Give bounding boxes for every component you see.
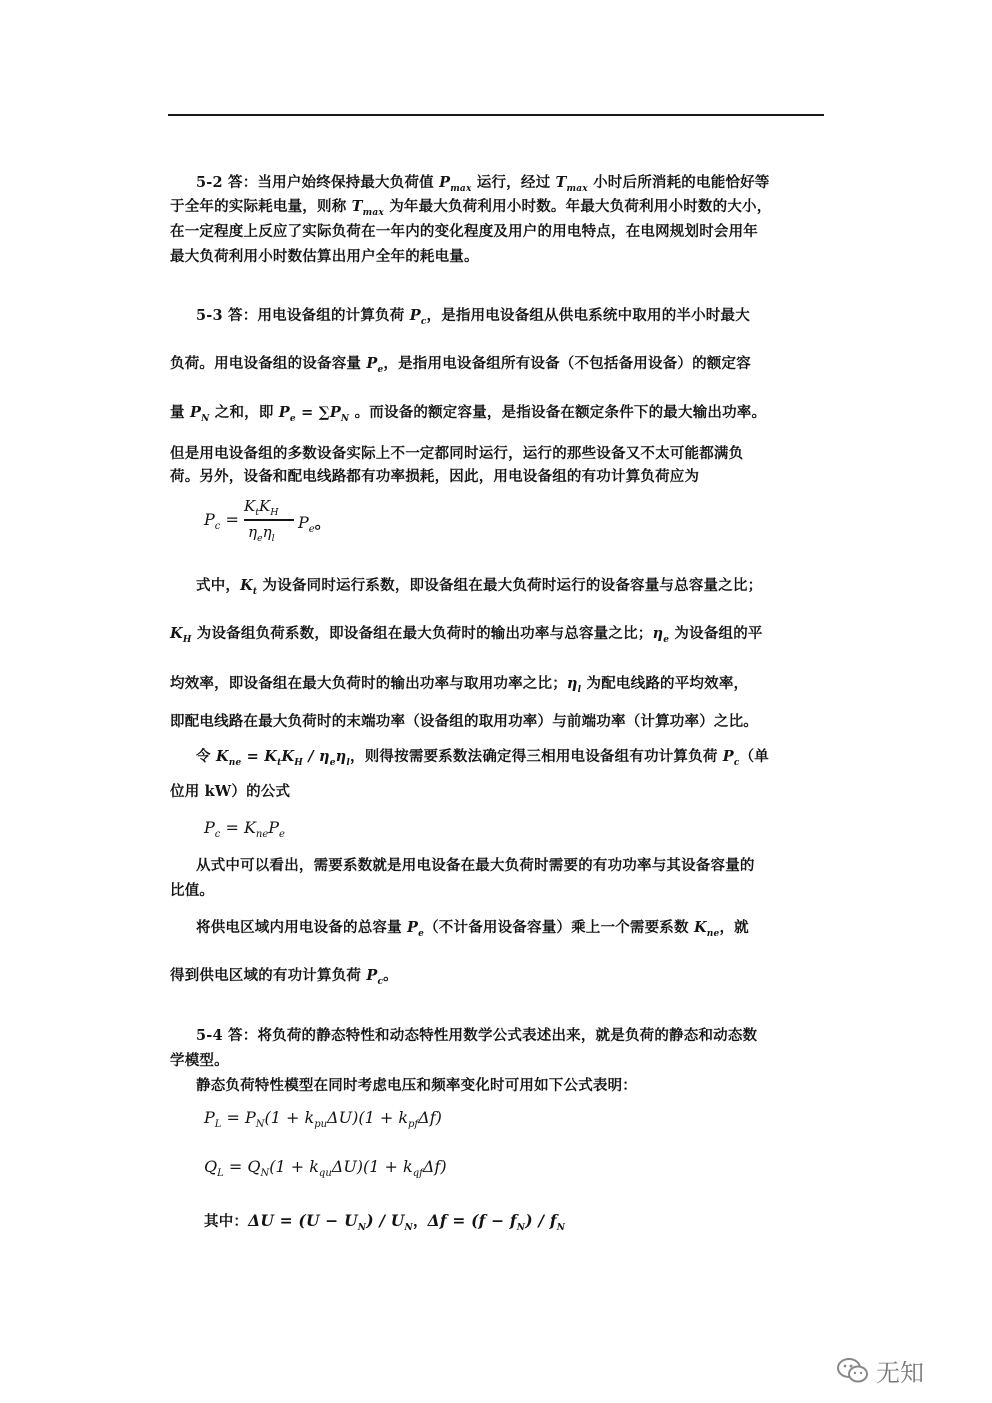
formula-pc-kne: $P_c = K_{ne}P_e$	[204, 818, 285, 841]
p53-desc10: 得到供电区域的有功计算负荷 $P_c$。	[170, 967, 398, 987]
p53-line2: 负荷。用电设备组的设备容量 $P_e$，是指用电设备组所有设备（不包括备用设备）的额定容	[170, 355, 751, 375]
p52-line1: 5-2 答：当用户始终保持最大负荷值 $P_{max}$ 运行，经过 $T_{max}$ 小时后所消耗的电能恰好等	[196, 174, 770, 194]
p54-line2: 学模型。	[170, 1052, 229, 1069]
p52-line2: 于全年的实际耗电量，则称 $T_{max}$ 为年最大负荷利用小时数。年最大负荷利用小时数的大小，	[170, 198, 772, 218]
watermark-text: 无知	[876, 1359, 924, 1387]
p53-desc6: 位用 kW）的公式	[170, 783, 291, 800]
wechat-icon	[836, 1357, 870, 1385]
p53-desc8: 比值。	[170, 882, 215, 899]
p53-desc3: 均效率，即设备组在最大负荷时的输出功率与取用功率之比；$\eta_l$ 为配电线路的平均效率，	[170, 675, 749, 695]
header-rule	[168, 114, 824, 116]
p54-line4: 其中：$\Delta U = (U - U_N) / U_N$，$\Delta f = (f - f_N) / f_N$	[204, 1211, 566, 1234]
formula-pc-lhs: $P_c$ =	[204, 510, 239, 533]
p54-line1: 5-4 答：将负荷的静态特性和动态特性用数学公式表述出来，就是负荷的静态和动态数	[196, 1027, 758, 1044]
watermark	[836, 1353, 924, 1388]
p53-desc1: 式中，$K_t$ 为设备同时运行系数，即设备组在最大负荷时运行的设备容量与总容量之比；	[196, 577, 763, 597]
p53-desc5: 令 $K_{ne} = K_tK_H / \eta_e\eta_l$，则得按需要系数法确定得三相用电设备组有功计算负荷 $P_c$（单	[196, 748, 769, 768]
p53-line1: 5-3 答：用电设备组的计算负荷 $P_c$，是指用电设备组从供电系统中取用的半小时最大	[196, 307, 750, 327]
p53-desc9: 将供电区域内用电设备的总容量 $P_e$（不计备用设备容量）乘上一个需要系数 $K_{ne}$，就	[196, 919, 749, 939]
p53-line3: 量 $P_N$ 之和，即 $P_e = \sum P_N$ 。而设备的额定容量，是指设备在额定条件下的最大输出功率。	[170, 404, 767, 424]
formula-pl: $P_L = P_N(1 + k_{pu}\Delta U)(1 + k_{pf}\Delta f)$	[204, 1108, 442, 1131]
p53-line4: 但是用电设备组的多数设备实际上不一定都同时运行，运行的那些设备又不太可能都满负	[170, 445, 744, 462]
formula-ql: $Q_L = Q_N(1 + k_{qu}\Delta U)(1 + k_{qf}\Delta f)$	[204, 1157, 447, 1180]
p52-line4: 最大负荷利用小时数估算出用户全年的耗电量。	[170, 248, 479, 265]
p52-line3: 在一定程度上反应了实际负荷在一年内的变化程度及用户的用电特点，在电网规划时会用年	[170, 223, 758, 240]
p53-line5: 荷。另外，设备和配电线路都有功率损耗，因此，用电设备组的有功计算负荷应为	[170, 468, 700, 485]
p53-desc2: $K_H$ 为设备组负荷系数，即设备组在最大负荷时的输出功率与总容量之比；$\eta_e$ 为设备组的平	[170, 625, 763, 645]
formula-pc-tail: $P_e$。	[298, 513, 331, 536]
formula-pc-fraction: $K_tK_H$ $\eta_e\eta_l$	[244, 497, 300, 545]
p53-desc7: 从式中可以看出，需要系数就是用电设备在最大负荷时需要的有功功率与其设备容量的	[196, 857, 755, 874]
p54-line3: 静态负荷特性模型在同时考虑电压和频率变化时可用如下公式表明：	[196, 1077, 637, 1094]
p53-desc4: 即配电线路在最大负荷时的末端功率（设备组的取用功率）与前端功率（计算功率）之比。	[170, 713, 758, 730]
